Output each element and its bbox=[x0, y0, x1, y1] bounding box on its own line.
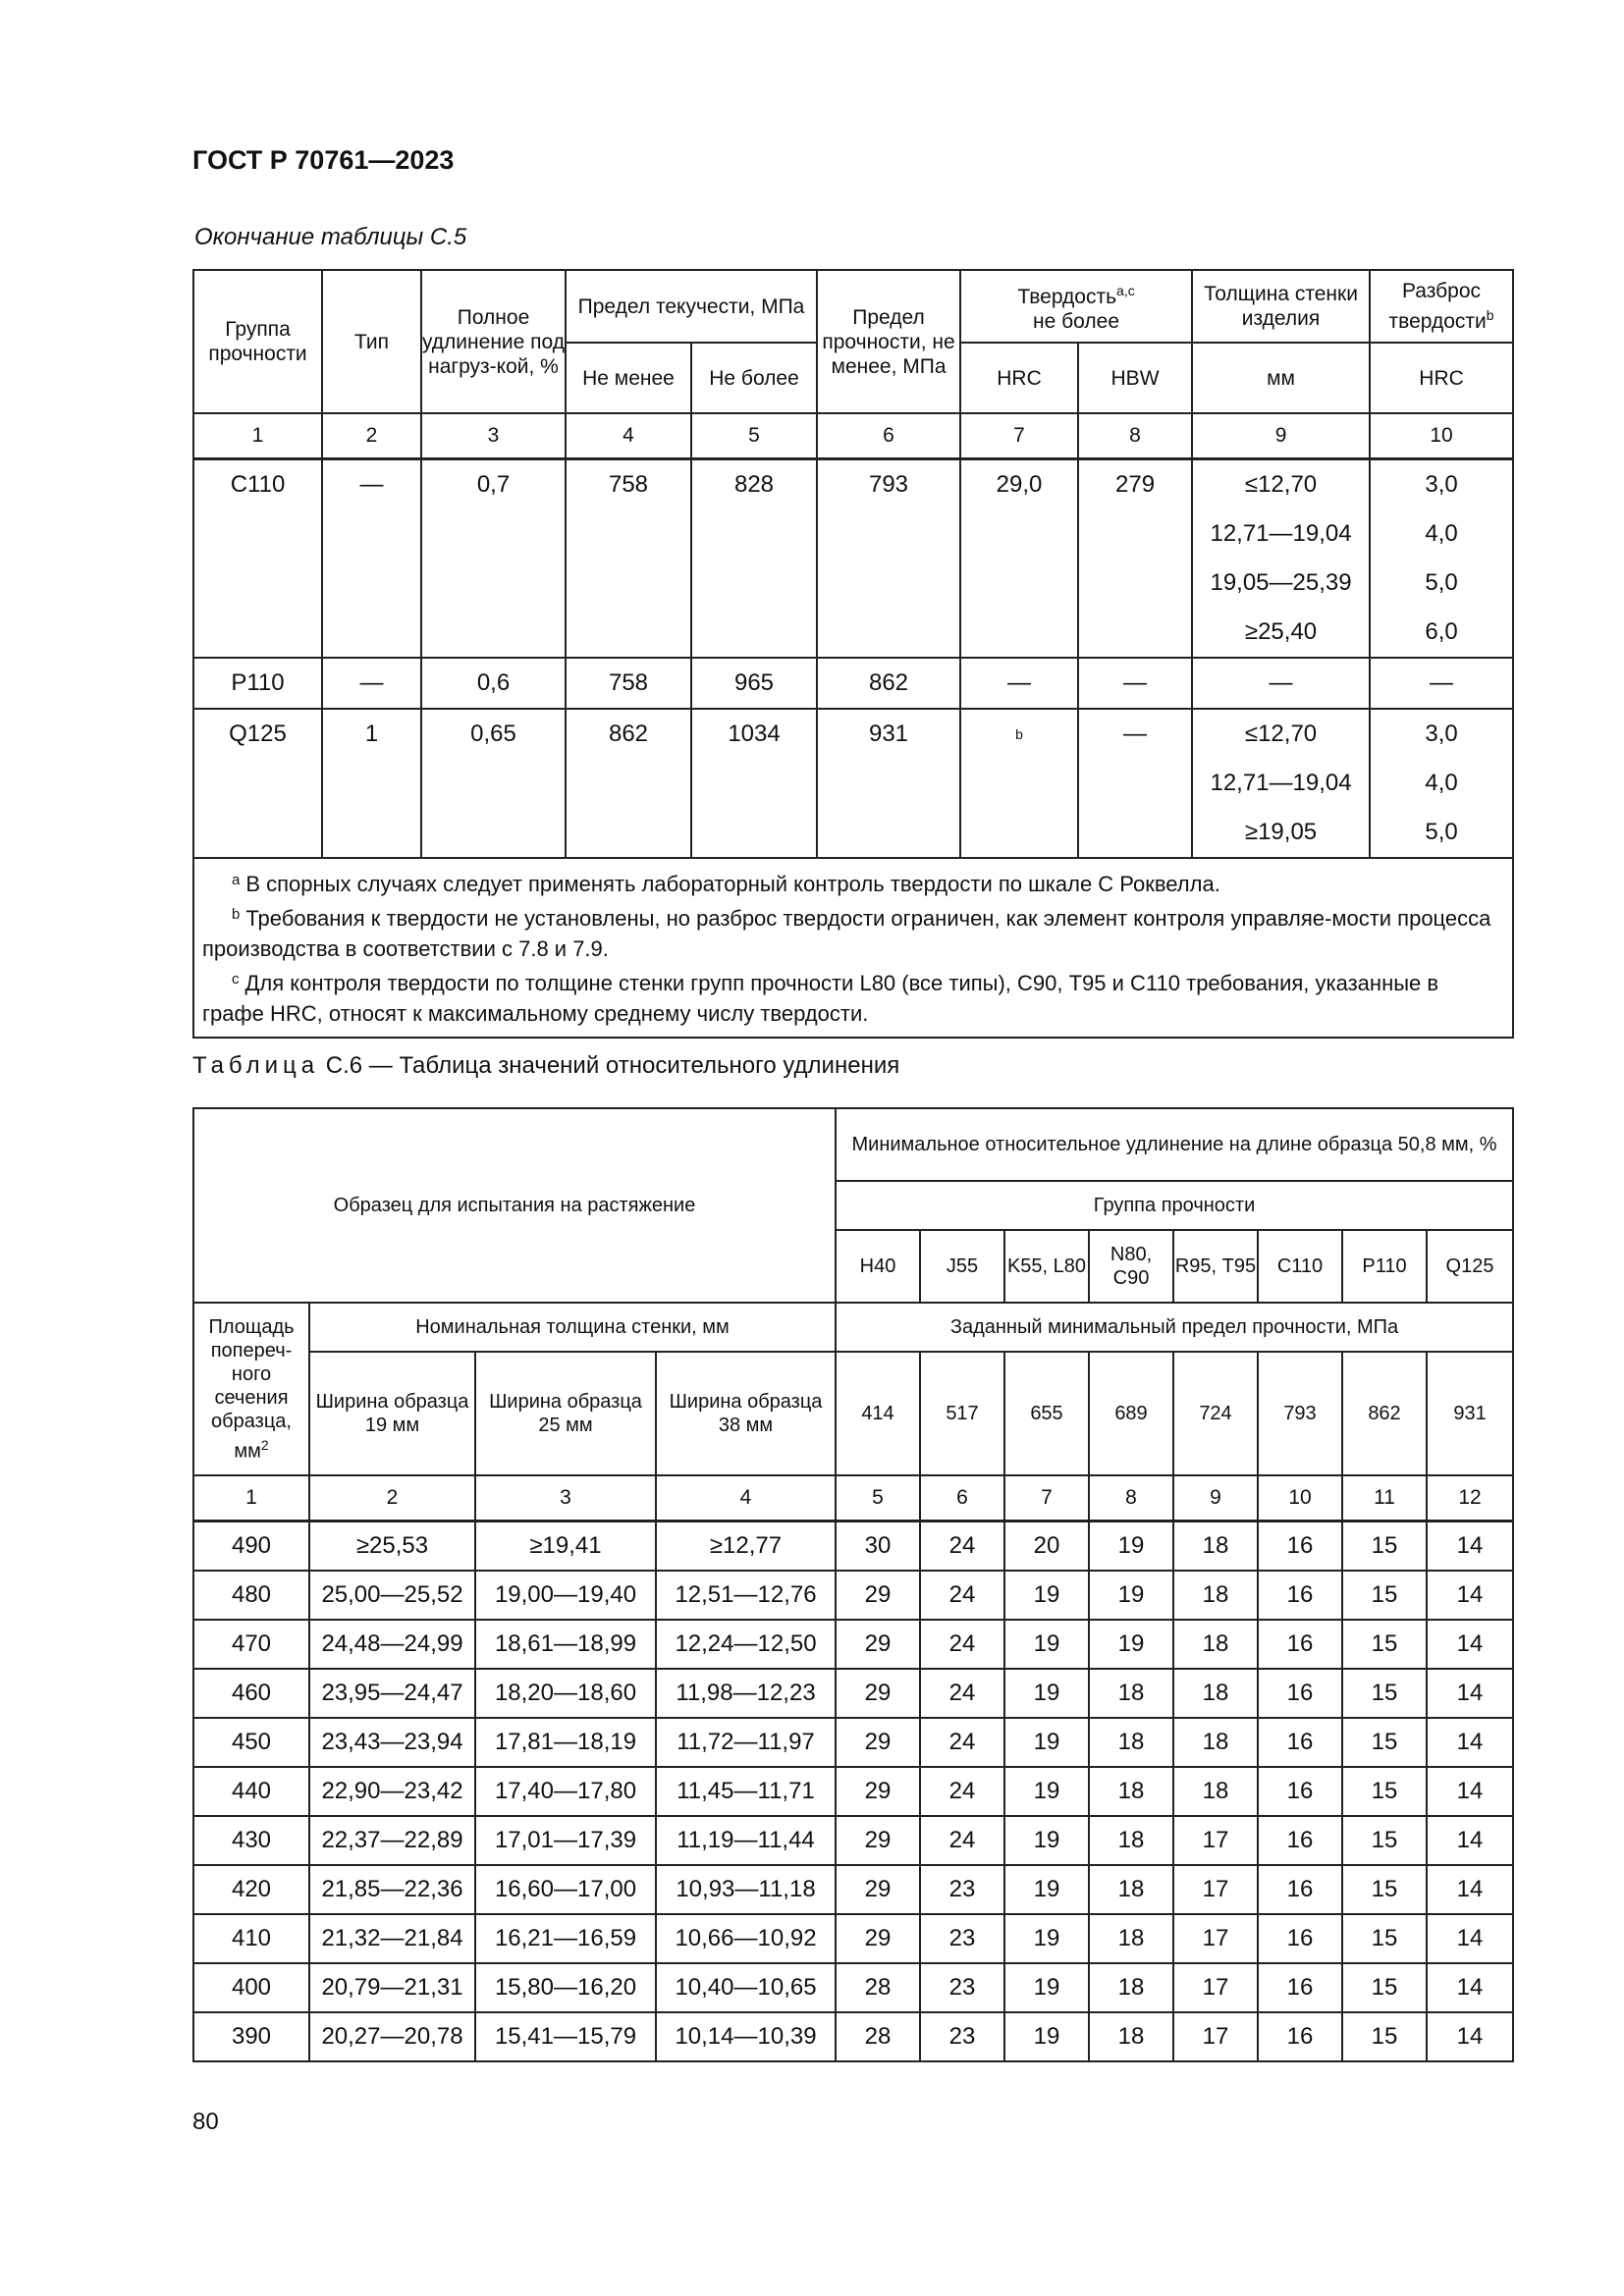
cell-wall: ≥25,40 bbox=[1192, 608, 1370, 658]
table-cell: ≥25,53 bbox=[309, 1522, 475, 1572]
table-cell: 14 bbox=[1427, 1865, 1513, 1914]
table-cell: 15 bbox=[1342, 1767, 1427, 1816]
column-number: 4 bbox=[656, 1475, 836, 1522]
table-cell: 440 bbox=[193, 1767, 309, 1816]
header-width-19: Ширина образца 19 мм bbox=[309, 1352, 475, 1475]
header-width-38: Ширина образца 38 мм bbox=[656, 1352, 836, 1475]
header-wall: Толщина стенки изделия bbox=[1192, 270, 1370, 343]
table-cell: 20 bbox=[1004, 1522, 1089, 1572]
cell-spread: 3,0 bbox=[1370, 459, 1513, 510]
table-cell: 400 bbox=[193, 1963, 309, 2012]
table-cell: 29 bbox=[836, 1865, 920, 1914]
table-cell: 17,81—18,19 bbox=[475, 1718, 656, 1767]
table-cell: 14 bbox=[1427, 1718, 1513, 1767]
header-grade: J55 bbox=[920, 1230, 1004, 1303]
table-cell: 18 bbox=[1089, 1865, 1173, 1914]
table-cell: 16 bbox=[1258, 1816, 1342, 1865]
table-cell: ≥19,41 bbox=[475, 1522, 656, 1572]
header-width-25: Ширина образца 25 мм bbox=[475, 1352, 656, 1475]
table-cell: 16 bbox=[1258, 1914, 1342, 1963]
table-cell: 14 bbox=[1427, 2012, 1513, 2061]
header-group: Группа прочности bbox=[193, 270, 322, 413]
header-grade: С110 bbox=[1258, 1230, 1342, 1303]
column-number: 9 bbox=[1173, 1475, 1258, 1522]
table-cell: 16 bbox=[1258, 1865, 1342, 1914]
cell-hrc: b bbox=[960, 709, 1078, 858]
table-row bbox=[193, 1914, 1513, 1963]
table-row bbox=[193, 658, 1513, 709]
table-cell: 11,19—11,44 bbox=[656, 1816, 836, 1865]
table-cell: 29 bbox=[836, 1620, 920, 1669]
cell-spread: 5,0 bbox=[1370, 559, 1513, 608]
table-c5-continuation-label: Окончание таблицы С.5 bbox=[194, 224, 467, 250]
cell-tensile: 793 bbox=[817, 459, 960, 659]
table-cell: 21,85—22,36 bbox=[309, 1865, 475, 1914]
header-nominal-wall: Номинальная толщина стенки, мм bbox=[309, 1303, 836, 1352]
header-tensile-value: 517 bbox=[920, 1352, 1004, 1475]
table-row bbox=[193, 1571, 1513, 1620]
column-number: 7 bbox=[1004, 1475, 1089, 1522]
header-hbw: HBW bbox=[1078, 343, 1192, 413]
cell-elongation: 0,6 bbox=[421, 658, 566, 709]
table-cell: 20,79—21,31 bbox=[309, 1963, 475, 2012]
table-row bbox=[193, 1963, 1513, 2012]
cell-group: Р110 bbox=[193, 658, 322, 709]
table-row bbox=[193, 1669, 1513, 1718]
header-grade: Р110 bbox=[1342, 1230, 1427, 1303]
table-row bbox=[193, 1718, 1513, 1767]
table-cell: 14 bbox=[1427, 1620, 1513, 1669]
note-c: $^c$ Для контроля твердости по толщине стенки групп прочности L80 (все типы), С90, Т95 и С110 требования, указанные в графе HRC, относят к максимальному среднему числу твердости. bbox=[202, 971, 1439, 1026]
table-cell: 21,32—21,84 bbox=[309, 1914, 475, 1963]
table-cell: 29 bbox=[836, 1816, 920, 1865]
table-cell: 17 bbox=[1173, 1816, 1258, 1865]
table-cell: 19,00—19,40 bbox=[475, 1571, 656, 1620]
header-tensile-value: 793 bbox=[1258, 1352, 1342, 1475]
table-cell: 18,20—18,60 bbox=[475, 1669, 656, 1718]
cell-hrc: 29,0 bbox=[960, 459, 1078, 659]
table-cell: 450 bbox=[193, 1718, 309, 1767]
header-grade: R95, Т95 bbox=[1173, 1230, 1258, 1303]
header-spread: Разброс твердости$^b$ bbox=[1370, 270, 1513, 343]
table-cell: 19 bbox=[1004, 1669, 1089, 1718]
table-cell: 24 bbox=[920, 1816, 1004, 1865]
cell-wall: ≤12,70 bbox=[1192, 709, 1370, 759]
header-tensile-value: 931 bbox=[1427, 1352, 1513, 1475]
cell-group: С110 bbox=[193, 459, 322, 659]
header-specimen: Образец для испытания на растяжение bbox=[193, 1108, 836, 1303]
table-cell: 24 bbox=[920, 1669, 1004, 1718]
table-cell: 19 bbox=[1004, 2012, 1089, 2061]
table-cell: 18 bbox=[1173, 1571, 1258, 1620]
column-number: 2 bbox=[322, 413, 421, 459]
column-number: 4 bbox=[566, 413, 691, 459]
table-cell: 490 bbox=[193, 1522, 309, 1572]
cell-wall: 12,71—19,04 bbox=[1192, 509, 1370, 559]
cell-hrc: — bbox=[960, 658, 1078, 709]
table-cell: 480 bbox=[193, 1571, 309, 1620]
header-tensile-value: 655 bbox=[1004, 1352, 1089, 1475]
table-cell: 24 bbox=[920, 1767, 1004, 1816]
cell-elongation: 0,7 bbox=[421, 459, 566, 659]
table-c6 bbox=[192, 1107, 1514, 2062]
header-strength-group: Группа прочности bbox=[836, 1181, 1513, 1230]
table-cell: 460 bbox=[193, 1669, 309, 1718]
table-row bbox=[193, 459, 1513, 510]
column-number: 6 bbox=[920, 1475, 1004, 1522]
table-cell: 17 bbox=[1173, 1865, 1258, 1914]
table-c5 bbox=[192, 269, 1514, 1039]
table-cell: 14 bbox=[1427, 1522, 1513, 1572]
column-number: 2 bbox=[309, 1475, 475, 1522]
table-cell: 23,95—24,47 bbox=[309, 1669, 475, 1718]
cell-spread: 5,0 bbox=[1370, 808, 1513, 858]
table-cell: 14 bbox=[1427, 1914, 1513, 1963]
column-number: 1 bbox=[193, 1475, 309, 1522]
table-cell: 11,98—12,23 bbox=[656, 1669, 836, 1718]
table-cell: 14 bbox=[1427, 1767, 1513, 1816]
table-cell: 15 bbox=[1342, 1620, 1427, 1669]
header-hrc: HRC bbox=[960, 343, 1078, 413]
table-cell: 19 bbox=[1089, 1620, 1173, 1669]
cell-spread: 3,0 bbox=[1370, 709, 1513, 759]
table-cell: 15 bbox=[1342, 1669, 1427, 1718]
table-cell: 17,01—17,39 bbox=[475, 1816, 656, 1865]
table-cell: 14 bbox=[1427, 1571, 1513, 1620]
table-row bbox=[193, 709, 1513, 759]
table-cell: 23 bbox=[920, 1963, 1004, 2012]
table-cell: 390 bbox=[193, 2012, 309, 2061]
table-cell: 470 bbox=[193, 1620, 309, 1669]
table-cell: 18 bbox=[1089, 1914, 1173, 1963]
table-cell: 17 bbox=[1173, 1963, 1258, 2012]
table-cell: 29 bbox=[836, 1914, 920, 1963]
table-cell: 17 bbox=[1173, 2012, 1258, 2061]
header-hardness: Твердость$^{a,c}$ не более bbox=[960, 270, 1192, 343]
table-cell: 23 bbox=[920, 1914, 1004, 1963]
table-cell: 25,00—25,52 bbox=[309, 1571, 475, 1620]
table-cell: 19 bbox=[1004, 1865, 1089, 1914]
header-yield: Предел текучести, МПа bbox=[566, 270, 817, 343]
table-cell: 18 bbox=[1089, 1816, 1173, 1865]
column-number: 12 bbox=[1427, 1475, 1513, 1522]
table-cell: 29 bbox=[836, 1571, 920, 1620]
cell-spread: 6,0 bbox=[1370, 608, 1513, 658]
table-cell: 18 bbox=[1173, 1620, 1258, 1669]
note-b: $^b$ Требования к твердости не установлены, но разброс твердости ограничен, как элемент контроля управляе-мости процесса производства в соответствии с 7.8 и 7.9. bbox=[202, 906, 1491, 961]
header-spread-unit: HRC bbox=[1370, 343, 1513, 413]
header-grade: N80, С90 bbox=[1089, 1230, 1173, 1303]
table-cell: 16 bbox=[1258, 1963, 1342, 2012]
table-cell: 24 bbox=[920, 1522, 1004, 1572]
note-a: $^a$ В спорных случаях следует применять лабораторный контроль твердости по шкале С Роквелла. bbox=[232, 872, 1220, 896]
cell-tensile: 931 bbox=[817, 709, 960, 858]
cell-wall: 19,05—25,39 bbox=[1192, 559, 1370, 608]
table-cell: 23 bbox=[920, 1865, 1004, 1914]
table-cell: 15,80—16,20 bbox=[475, 1963, 656, 2012]
cell-hbw: 279 bbox=[1078, 459, 1192, 659]
header-yield-min: Не менее bbox=[566, 343, 691, 413]
table-cell: 19 bbox=[1004, 1571, 1089, 1620]
table-cell: 24 bbox=[920, 1571, 1004, 1620]
cell-yield-max: 828 bbox=[691, 459, 817, 659]
table-cell: 18 bbox=[1173, 1522, 1258, 1572]
column-number: 3 bbox=[421, 413, 566, 459]
column-number: 10 bbox=[1258, 1475, 1342, 1522]
table-cell: 22,37—22,89 bbox=[309, 1816, 475, 1865]
table-cell: 15 bbox=[1342, 1865, 1427, 1914]
table-cell: 14 bbox=[1427, 1963, 1513, 2012]
table-cell: 10,66—10,92 bbox=[656, 1914, 836, 1963]
column-number: 3 bbox=[475, 1475, 656, 1522]
column-number: 8 bbox=[1089, 1475, 1173, 1522]
page-number: 80 bbox=[192, 2109, 219, 2135]
cell-elongation: 0,65 bbox=[421, 709, 566, 858]
cell-spread: 4,0 bbox=[1370, 759, 1513, 808]
table-cell: 16 bbox=[1258, 2012, 1342, 2061]
table-cell: 28 bbox=[836, 2012, 920, 2061]
table-cell: 16,21—16,59 bbox=[475, 1914, 656, 1963]
table-cell: 11,72—11,97 bbox=[656, 1718, 836, 1767]
column-number: 5 bbox=[691, 413, 817, 459]
table-cell: 15 bbox=[1342, 1571, 1427, 1620]
table-cell: 14 bbox=[1427, 1669, 1513, 1718]
table-c5-notes bbox=[193, 858, 1513, 1038]
column-number: 9 bbox=[1192, 413, 1370, 459]
table-row bbox=[193, 1865, 1513, 1914]
cell-yield-min: 758 bbox=[566, 658, 691, 709]
table-cell: 18 bbox=[1173, 1767, 1258, 1816]
header-wall-unit: мм bbox=[1192, 343, 1370, 413]
table-cell: 11,45—11,71 bbox=[656, 1767, 836, 1816]
table-cell: 15 bbox=[1342, 1718, 1427, 1767]
cell-hbw: — bbox=[1078, 658, 1192, 709]
table-row bbox=[193, 1816, 1513, 1865]
column-number: 6 bbox=[817, 413, 960, 459]
table-cell: 10,14—10,39 bbox=[656, 2012, 836, 2061]
cell-wall: ≤12,70 bbox=[1192, 459, 1370, 510]
cell-yield-min: 862 bbox=[566, 709, 691, 858]
table-row bbox=[193, 1620, 1513, 1669]
header-tensile-value: 414 bbox=[836, 1352, 920, 1475]
table-cell: 19 bbox=[1004, 1767, 1089, 1816]
column-number: 1 bbox=[193, 413, 322, 459]
table-cell: 15,41—15,79 bbox=[475, 2012, 656, 2061]
table-cell: 19 bbox=[1004, 1718, 1089, 1767]
table-cell: 12,51—12,76 bbox=[656, 1571, 836, 1620]
table-cell: 16,60—17,00 bbox=[475, 1865, 656, 1914]
cell-spread: — bbox=[1370, 658, 1513, 709]
cell-wall: 12,71—19,04 bbox=[1192, 759, 1370, 808]
table-cell: 19 bbox=[1004, 1914, 1089, 1963]
cell-type: — bbox=[322, 459, 421, 659]
table-cell: 20,27—20,78 bbox=[309, 2012, 475, 2061]
table-cell: 24 bbox=[920, 1620, 1004, 1669]
table-cell: 12,24—12,50 bbox=[656, 1620, 836, 1669]
cell-yield-max: 965 bbox=[691, 658, 817, 709]
table-cell: 16 bbox=[1258, 1669, 1342, 1718]
table-cell: 22,90—23,42 bbox=[309, 1767, 475, 1816]
table-cell: 19 bbox=[1004, 1963, 1089, 2012]
table-cell: 16 bbox=[1258, 1571, 1342, 1620]
cell-wall: — bbox=[1192, 658, 1370, 709]
table-cell: 18 bbox=[1089, 1767, 1173, 1816]
table-cell: 18 bbox=[1173, 1718, 1258, 1767]
table-cell: 430 bbox=[193, 1816, 309, 1865]
cell-wall: ≥19,05 bbox=[1192, 808, 1370, 858]
cell-type: 1 bbox=[322, 709, 421, 858]
table-row bbox=[193, 2012, 1513, 2061]
header-tensile-min: Заданный минимальный предел прочности, МПа bbox=[836, 1303, 1513, 1352]
cell-type: — bbox=[322, 658, 421, 709]
cell-yield-max: 1034 bbox=[691, 709, 817, 858]
table-cell: 17,40—17,80 bbox=[475, 1767, 656, 1816]
column-number: 8 bbox=[1078, 413, 1192, 459]
table-cell: 16 bbox=[1258, 1620, 1342, 1669]
table-cell: 19 bbox=[1089, 1571, 1173, 1620]
table-cell: 420 bbox=[193, 1865, 309, 1914]
table-cell: 10,40—10,65 bbox=[656, 1963, 836, 2012]
table-cell: 15 bbox=[1342, 1914, 1427, 1963]
table-cell: 29 bbox=[836, 1767, 920, 1816]
table-cell: 16 bbox=[1258, 1522, 1342, 1572]
table-cell: 16 bbox=[1258, 1718, 1342, 1767]
header-area: Площадь попереч-ного сечения образца, $мм^2$ bbox=[193, 1303, 309, 1475]
table-cell: 15 bbox=[1342, 2012, 1427, 2061]
header-grade: Q125 bbox=[1427, 1230, 1513, 1303]
header-tensile-value: 862 bbox=[1342, 1352, 1427, 1475]
table-row bbox=[193, 1767, 1513, 1816]
table-cell: 410 bbox=[193, 1914, 309, 1963]
table-cell: 15 bbox=[1342, 1816, 1427, 1865]
table-cell: 10,93—11,18 bbox=[656, 1865, 836, 1914]
table-cell: 15 bbox=[1342, 1963, 1427, 2012]
table-cell: 18,61—18,99 bbox=[475, 1620, 656, 1669]
table-cell: 18 bbox=[1089, 2012, 1173, 2061]
table-cell: 30 bbox=[836, 1522, 920, 1572]
table-cell: 24 bbox=[920, 1718, 1004, 1767]
table-row bbox=[193, 1522, 1513, 1572]
header-grade: Н40 bbox=[836, 1230, 920, 1303]
table-cell: 17 bbox=[1173, 1914, 1258, 1963]
table-cell: 19 bbox=[1089, 1522, 1173, 1572]
table-cell: 29 bbox=[836, 1669, 920, 1718]
header-tensile-value: 689 bbox=[1089, 1352, 1173, 1475]
header-tensile-value: 724 bbox=[1173, 1352, 1258, 1475]
table-cell: 16 bbox=[1258, 1767, 1342, 1816]
header-tensile: Предел прочности, не менее, МПа bbox=[817, 270, 960, 413]
table-cell: 19 bbox=[1004, 1816, 1089, 1865]
table-cell: 29 bbox=[836, 1718, 920, 1767]
table-cell: 19 bbox=[1004, 1620, 1089, 1669]
document-header: ГОСТ Р 70761—2023 bbox=[192, 145, 455, 175]
table-cell: 23 bbox=[920, 2012, 1004, 2061]
table-cell: 23,43—23,94 bbox=[309, 1718, 475, 1767]
table-cell: 18 bbox=[1089, 1669, 1173, 1718]
table-cell: 18 bbox=[1089, 1963, 1173, 2012]
table-cell: 15 bbox=[1342, 1522, 1427, 1572]
column-number: 10 bbox=[1370, 413, 1513, 459]
table-cell: 14 bbox=[1427, 1816, 1513, 1865]
table-cell: ≥12,77 bbox=[656, 1522, 836, 1572]
cell-tensile: 862 bbox=[817, 658, 960, 709]
column-number: 7 bbox=[960, 413, 1078, 459]
cell-spread: 4,0 bbox=[1370, 509, 1513, 559]
cell-group: Q125 bbox=[193, 709, 322, 858]
header-type: Тип bbox=[322, 270, 421, 413]
header-min-elongation: Минимальное относительное удлинение на длине образца 50,8 мм, % bbox=[836, 1108, 1513, 1181]
table-cell: 18 bbox=[1173, 1669, 1258, 1718]
table-cell: 18 bbox=[1089, 1718, 1173, 1767]
column-number: 11 bbox=[1342, 1475, 1427, 1522]
cell-hbw: — bbox=[1078, 709, 1192, 858]
header-yield-max: Не более bbox=[691, 343, 817, 413]
header-elongation: Полное удлинение под нагруз-кой, % bbox=[421, 270, 566, 413]
column-number: 5 bbox=[836, 1475, 920, 1522]
table-cell: 28 bbox=[836, 1963, 920, 2012]
cell-yield-min: 758 bbox=[566, 459, 691, 659]
header-grade: K55, L80 bbox=[1004, 1230, 1089, 1303]
table-cell: 24,48—24,99 bbox=[309, 1620, 475, 1669]
table-c6-caption: Таблица С.6 — Таблица значений относительного удлинения bbox=[192, 1052, 900, 1079]
